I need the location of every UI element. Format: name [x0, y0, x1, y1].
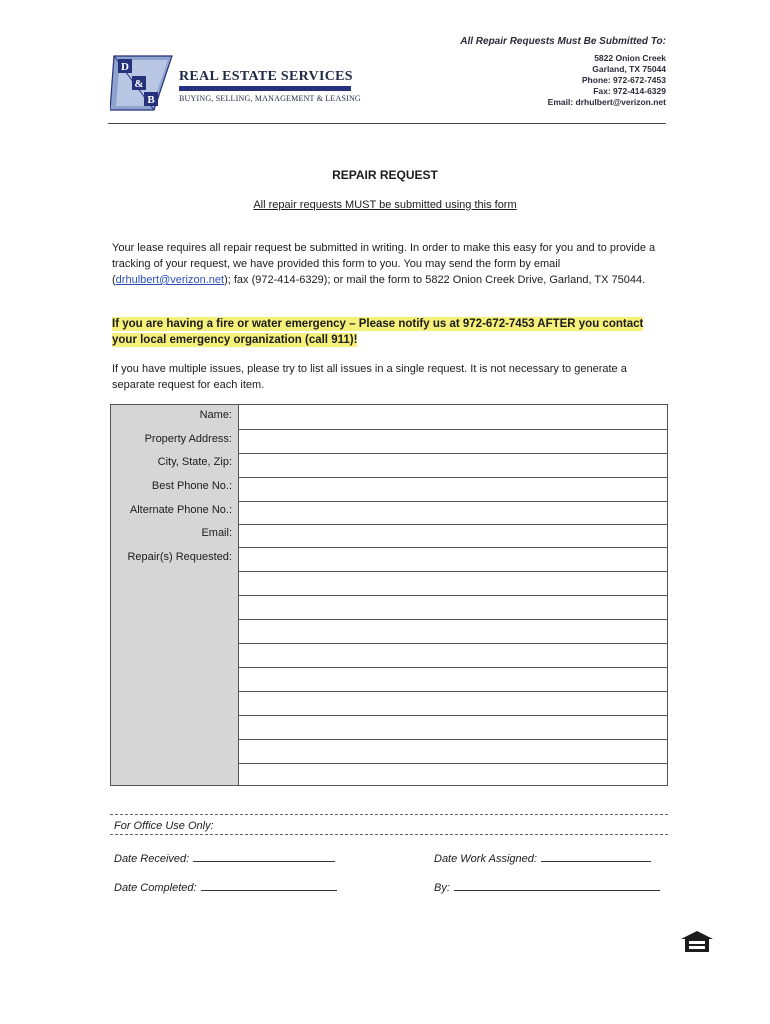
date-work-assigned-label: Date Work Assigned:	[434, 853, 537, 865]
label-column	[111, 405, 239, 785]
email-link[interactable]: drhulbert@verizon.net	[115, 274, 225, 286]
emergency-text: If you are having a fire or water emergency – Please notify us at 972-672-7453 AFTER you contact your local emergency organization (call 911)!	[112, 318, 644, 346]
by-label: By:	[434, 882, 450, 894]
instructions-paragraph	[112, 240, 662, 288]
office-use-title: For Office Use Only:	[114, 820, 214, 832]
equal-housing-icon	[679, 930, 715, 954]
repair-line[interactable]	[239, 667, 667, 668]
company-name: REAL ESTATE SERVICES	[179, 69, 353, 84]
document-subtitle: All repair requests MUST be submitted using this form	[253, 199, 517, 211]
city-state-zip-field[interactable]	[239, 477, 667, 478]
date-received-field[interactable]	[114, 851, 335, 865]
repair-line[interactable]	[239, 619, 667, 620]
logo-letter-b: B	[147, 94, 155, 106]
company-logo	[110, 52, 360, 114]
date-completed-field[interactable]	[114, 880, 337, 894]
company-tagline: BUYING, SELLING, MANAGEMENT & LEASING	[179, 94, 361, 103]
submission-address	[460, 36, 666, 108]
alternate-phone-field[interactable]	[239, 524, 667, 525]
email-label: Email:	[201, 527, 232, 539]
property-address-label: Property Address:	[144, 433, 232, 445]
repair-line[interactable]	[239, 571, 667, 572]
repair-line[interactable]	[239, 691, 667, 692]
office-rule-top	[110, 814, 668, 815]
by-blank[interactable]	[454, 880, 660, 891]
email-field[interactable]	[239, 547, 667, 548]
repair-line[interactable]	[239, 739, 667, 740]
best-phone-label: Best Phone No.:	[151, 480, 232, 492]
logo-letter-d: D	[121, 61, 129, 73]
emergency-notice	[112, 316, 662, 348]
property-address-field[interactable]	[239, 453, 667, 454]
repairs-requested-label: Repair(s) Requested:	[127, 551, 232, 563]
email: Email: drhulbert@verizon.net	[547, 97, 666, 107]
p1-text-after: ); fax (972-414-6329); or mail the form to 5822 Onion Creek Drive, Garland, TX 75044.	[224, 274, 646, 286]
diamond-logo-icon	[110, 52, 176, 114]
date-received-label: Date Received:	[114, 853, 190, 865]
repair-line[interactable]	[239, 715, 667, 716]
multiple-issues-paragraph: If you have multiple issues, please try to list all issues in a single request. It is not necessary to generate a separate request for each item.	[112, 363, 627, 391]
by-field[interactable]	[434, 880, 660, 894]
name-label: Name:	[199, 409, 232, 421]
address-line1: 5822 Onion Creek	[594, 53, 666, 63]
alternate-phone-label: Alternate Phone No.:	[129, 504, 232, 516]
fax: Fax: 972-414-6329	[593, 86, 666, 96]
equal-housing-logo	[679, 930, 715, 954]
date-work-assigned-blank[interactable]	[541, 851, 651, 862]
address-line2: Garland, TX 75044	[592, 64, 666, 74]
date-completed-blank[interactable]	[201, 880, 337, 891]
repair-line[interactable]	[239, 643, 667, 644]
best-phone-field[interactable]	[239, 501, 667, 502]
date-received-blank[interactable]	[193, 851, 335, 862]
repair-request-form	[110, 404, 668, 786]
repair-line[interactable]	[239, 595, 667, 596]
name-field[interactable]	[239, 429, 667, 430]
header-divider	[108, 123, 666, 124]
company-bar	[179, 86, 351, 91]
office-rule-bottom	[110, 834, 668, 835]
p1-text-before: Your lease requires all repair request be submitted in writing. In order to make this easy for you and to provide a tracking of your request, we have provided this form to you. You may send the form by email (	[112, 242, 656, 286]
logo-letter-and: &	[134, 78, 144, 90]
phone: Phone: 972-672-7453	[581, 75, 666, 85]
repair-line[interactable]	[239, 763, 667, 764]
submit-title: All Repair Requests Must Be Submitted To:	[460, 36, 666, 47]
date-completed-label: Date Completed:	[114, 882, 197, 894]
city-state-zip-label: City, State, Zip:	[157, 456, 232, 468]
document-title: REPAIR REQUEST	[332, 168, 438, 182]
date-work-assigned-field[interactable]	[434, 851, 651, 865]
